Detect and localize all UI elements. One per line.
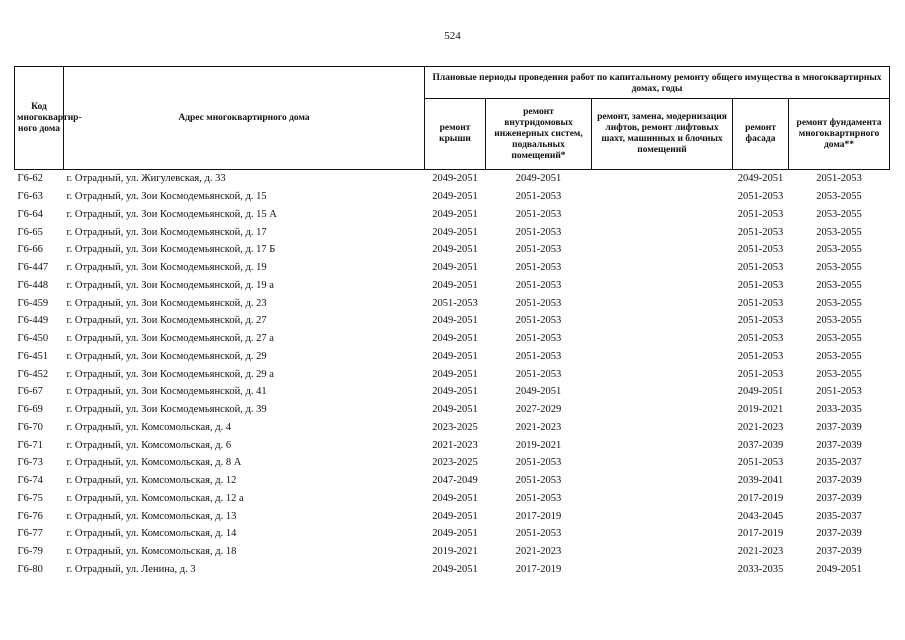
foundation-period: 2053-2055 bbox=[816, 368, 862, 380]
table-row bbox=[15, 241, 890, 259]
table-row bbox=[15, 259, 890, 277]
house-code: Г6-447 bbox=[17, 262, 49, 274]
facade-period: 2043-2045 bbox=[737, 510, 784, 522]
roof-period: 2049-2051 bbox=[432, 262, 478, 274]
foundation-period: 2037-2039 bbox=[816, 475, 862, 487]
house-address: г. Отрадный, ул. Комсомольская, д. 4 bbox=[66, 421, 232, 433]
systems-period: 2051-2053 bbox=[515, 297, 562, 309]
header-work-periods: Плановые периоды проведения работ по капитальному ремонту общего имущества в многоквартирных домах, годы bbox=[425, 67, 890, 99]
elevators-period bbox=[592, 383, 733, 401]
systems-period: 2019-2021 bbox=[515, 439, 562, 451]
house-code: Г6-451 bbox=[17, 350, 49, 362]
table-row bbox=[15, 490, 890, 508]
systems-period: 2051-2053 bbox=[515, 350, 562, 362]
house-address: г. Отрадный, ул. Комсомольская, д. 8 А bbox=[66, 457, 242, 469]
house-code: Г6-452 bbox=[17, 368, 49, 380]
house-code: Г6-76 bbox=[17, 510, 43, 522]
header-elevators: ремонт, замена, модернизация лифтов, ремонт лифтовых шахт, машинных и блочных помещений bbox=[592, 99, 733, 170]
facade-period: 2051-2053 bbox=[737, 315, 784, 327]
elevators-period bbox=[592, 223, 733, 241]
table-row bbox=[15, 330, 890, 348]
house-code: Г6-66 bbox=[17, 244, 43, 256]
table-row bbox=[15, 472, 890, 490]
house-address: г. Отрадный, ул. Комсомольская, д. 13 bbox=[66, 510, 237, 522]
facade-period: 2051-2053 bbox=[737, 350, 784, 362]
house-code: Г6-69 bbox=[17, 404, 43, 416]
house-code: Г6-74 bbox=[17, 475, 43, 487]
house-address: г. Отрадный, ул. Зои Космодемьянской, д. 19 bbox=[66, 262, 267, 274]
table-row bbox=[15, 454, 890, 472]
facade-period: 2051-2053 bbox=[737, 191, 784, 203]
roof-period: 2049-2051 bbox=[432, 315, 478, 327]
systems-period: 2051-2053 bbox=[515, 191, 562, 203]
elevators-period bbox=[592, 401, 733, 419]
roof-period: 2049-2051 bbox=[432, 350, 478, 362]
facade-period: 2017-2019 bbox=[737, 492, 784, 504]
systems-period: 2021-2023 bbox=[515, 546, 562, 558]
facade-period: 2051-2053 bbox=[737, 262, 784, 274]
facade-period: 2051-2053 bbox=[737, 297, 784, 309]
house-address: г. Отрадный, ул. Комсомольская, д. 6 bbox=[66, 439, 232, 451]
header-roof: ремонт крыши bbox=[425, 99, 486, 170]
facade-period: 2033-2035 bbox=[737, 563, 784, 575]
table-row bbox=[15, 507, 890, 525]
house-address: г. Отрадный, ул. Зои Космодемьянской, д. 29 а bbox=[66, 368, 274, 380]
foundation-period: 2051-2053 bbox=[816, 386, 862, 398]
elevators-period bbox=[592, 206, 733, 224]
house-address: г. Отрадный, ул. Зои Космодемьянской, д. 17 Б bbox=[66, 244, 276, 256]
table-row bbox=[15, 223, 890, 241]
roof-period: 2051-2053 bbox=[432, 297, 478, 309]
roof-period: 2023-2025 bbox=[432, 457, 478, 469]
house-code: Г6-459 bbox=[17, 297, 49, 309]
table-row bbox=[15, 383, 890, 401]
elevators-period bbox=[592, 454, 733, 472]
facade-period: 2017-2019 bbox=[737, 528, 784, 540]
elevators-period bbox=[592, 330, 733, 348]
elevators-period bbox=[592, 561, 733, 579]
roof-period: 2047-2049 bbox=[432, 475, 478, 487]
elevators-period bbox=[592, 507, 733, 525]
house-code: Г6-450 bbox=[17, 333, 49, 345]
foundation-period: 2051-2053 bbox=[789, 170, 890, 188]
house-address: г. Отрадный, ул. Зои Космодемьянской, д. 19 а bbox=[66, 279, 274, 291]
foundation-period: 2037-2039 bbox=[816, 528, 862, 540]
roof-period: 2049-2051 bbox=[432, 510, 478, 522]
header-facade: ремонт фасада bbox=[733, 99, 789, 170]
elevators-period bbox=[592, 188, 733, 206]
roof-period: 2049-2051 bbox=[425, 170, 486, 188]
elevators-period bbox=[592, 365, 733, 383]
foundation-period: 2053-2055 bbox=[816, 244, 862, 256]
foundation-period: 2035-2037 bbox=[816, 457, 862, 469]
house-address: г. Отрадный, ул. Зои Космодемьянской, д. 27 а bbox=[66, 333, 274, 345]
roof-period: 2049-2051 bbox=[432, 528, 478, 540]
systems-period: 2049-2051 bbox=[486, 170, 592, 188]
elevators-period bbox=[592, 241, 733, 259]
house-code: Г6-73 bbox=[17, 457, 43, 469]
systems-period: 2017-2019 bbox=[515, 510, 562, 522]
elevators-period bbox=[592, 294, 733, 312]
systems-period: 2051-2053 bbox=[515, 368, 562, 380]
foundation-period: 2053-2055 bbox=[816, 350, 862, 362]
facade-period: 2051-2053 bbox=[737, 279, 784, 291]
foundation-period: 2053-2055 bbox=[816, 297, 862, 309]
facade-period: 2049-2051 bbox=[733, 170, 789, 188]
systems-period: 2051-2053 bbox=[515, 262, 562, 274]
foundation-period: 2037-2039 bbox=[816, 492, 862, 504]
foundation-period: 2049-2051 bbox=[816, 563, 862, 575]
house-address: г. Отрадный, ул. Зои Космодемьянской, д. 39 bbox=[66, 404, 267, 416]
header-systems: ремонт внутридомовых инженерных систем, подвальных помещений* bbox=[486, 99, 592, 170]
house-code: Г6-71 bbox=[17, 439, 43, 451]
elevators-period bbox=[592, 490, 733, 508]
elevators-period bbox=[592, 170, 733, 188]
table-row bbox=[15, 401, 890, 419]
systems-period: 2021-2023 bbox=[515, 421, 562, 433]
foundation-period: 2035-2037 bbox=[816, 510, 862, 522]
systems-period: 2027-2029 bbox=[515, 404, 562, 416]
elevators-period bbox=[592, 348, 733, 366]
systems-period: 2051-2053 bbox=[515, 333, 562, 345]
table-row bbox=[15, 419, 890, 437]
table-row bbox=[15, 543, 890, 561]
table-row bbox=[15, 561, 890, 579]
house-address: г. Отрадный, ул. Зои Космодемьянской, д. 29 bbox=[66, 350, 267, 362]
facade-period: 2051-2053 bbox=[737, 244, 784, 256]
roof-period: 2049-2051 bbox=[432, 563, 478, 575]
foundation-period: 2053-2055 bbox=[816, 262, 862, 274]
facade-period: 2051-2053 bbox=[737, 208, 784, 220]
house-code: Г6-65 bbox=[17, 226, 43, 238]
house-code: Г6-77 bbox=[17, 528, 43, 540]
systems-period: 2051-2053 bbox=[515, 528, 562, 540]
facade-period: 2039-2041 bbox=[737, 475, 784, 487]
foundation-period: 2053-2055 bbox=[816, 191, 862, 203]
table-row bbox=[15, 365, 890, 383]
house-code: Г6-63 bbox=[17, 191, 43, 203]
house-code: Г6-79 bbox=[17, 546, 43, 558]
facade-period: 2051-2053 bbox=[737, 226, 784, 238]
elevators-period bbox=[592, 472, 733, 490]
house-code: Г6-449 bbox=[17, 315, 49, 327]
table-row bbox=[15, 277, 890, 295]
house-address: г. Отрадный, ул. Зои Космодемьянской, д. 15 А bbox=[66, 208, 277, 220]
elevators-period bbox=[592, 312, 733, 330]
house-address: г. Отрадный, ул. Жигулевская, д. 33 bbox=[64, 170, 425, 188]
facade-period: 2021-2023 bbox=[737, 546, 784, 558]
foundation-period: 2037-2039 bbox=[816, 546, 862, 558]
roof-period: 2049-2051 bbox=[432, 368, 478, 380]
foundation-period: 2053-2055 bbox=[816, 226, 862, 238]
house-code: Г6-448 bbox=[17, 279, 49, 291]
facade-period: 2051-2053 bbox=[737, 368, 784, 380]
facade-period: 2037-2039 bbox=[737, 439, 784, 451]
house-address: г. Отрадный, ул. Ленина, д. 3 bbox=[66, 563, 196, 575]
house-code: Г6-67 bbox=[17, 386, 43, 398]
roof-period: 2049-2051 bbox=[432, 386, 478, 398]
facade-period: 2049-2051 bbox=[737, 386, 784, 398]
foundation-period: 2053-2055 bbox=[816, 279, 862, 291]
elevators-period bbox=[592, 277, 733, 295]
house-address: г. Отрадный, ул. Комсомольская, д. 14 bbox=[66, 528, 237, 540]
header-foundation: ремонт фундамента многоквартирного дома** bbox=[789, 99, 890, 170]
header-code: Код многоквартир-ного дома bbox=[15, 67, 64, 170]
table-row bbox=[15, 312, 890, 330]
elevators-period bbox=[592, 259, 733, 277]
table-row bbox=[15, 206, 890, 224]
house-address: г. Отрадный, ул. Комсомольская, д. 12 а bbox=[66, 492, 244, 504]
table-row bbox=[15, 170, 890, 188]
foundation-period: 2053-2055 bbox=[816, 315, 862, 327]
systems-period: 2017-2019 bbox=[515, 563, 562, 575]
table-body bbox=[15, 170, 890, 579]
facade-period: 2051-2053 bbox=[737, 457, 784, 469]
repair-schedule-table bbox=[14, 66, 890, 578]
house-address: г. Отрадный, ул. Комсомольская, д. 18 bbox=[66, 546, 237, 558]
foundation-period: 2037-2039 bbox=[816, 439, 862, 451]
table-row bbox=[15, 436, 890, 454]
table-row bbox=[15, 348, 890, 366]
house-code: Г6-64 bbox=[17, 208, 43, 220]
systems-period: 2051-2053 bbox=[515, 208, 562, 220]
house-code: Г6-70 bbox=[17, 421, 43, 433]
facade-period: 2051-2053 bbox=[737, 333, 784, 345]
foundation-period: 2033-2035 bbox=[816, 404, 862, 416]
house-address: г. Отрадный, ул. Зои Космодемьянской, д. 15 bbox=[66, 191, 267, 203]
table-row bbox=[15, 525, 890, 543]
facade-period: 2019-2021 bbox=[737, 404, 784, 416]
foundation-period: 2037-2039 bbox=[816, 421, 862, 433]
page-number: 524 bbox=[444, 30, 461, 42]
systems-period: 2049-2051 bbox=[515, 386, 562, 398]
roof-period: 2021-2023 bbox=[432, 439, 478, 451]
systems-period: 2051-2053 bbox=[515, 475, 562, 487]
house-code: Г6-75 bbox=[17, 492, 43, 504]
systems-period: 2051-2053 bbox=[515, 457, 562, 469]
systems-period: 2051-2053 bbox=[515, 279, 562, 291]
roof-period: 2019-2021 bbox=[432, 546, 478, 558]
roof-period: 2049-2051 bbox=[432, 208, 478, 220]
house-address: г. Отрадный, ул. Комсомольская, д. 12 bbox=[66, 475, 237, 487]
roof-period: 2049-2051 bbox=[432, 492, 478, 504]
roof-period: 2023-2025 bbox=[432, 421, 478, 433]
header-address: Адрес многоквартирного дома bbox=[64, 67, 425, 170]
roof-period: 2049-2051 bbox=[432, 333, 478, 345]
foundation-period: 2053-2055 bbox=[816, 333, 862, 345]
roof-period: 2049-2051 bbox=[432, 279, 478, 291]
house-address: г. Отрадный, ул. Зои Космодемьянской, д. 17 bbox=[66, 226, 267, 238]
systems-period: 2051-2053 bbox=[515, 226, 562, 238]
elevators-period bbox=[592, 543, 733, 561]
roof-period: 2049-2051 bbox=[432, 244, 478, 256]
facade-period: 2021-2023 bbox=[737, 421, 784, 433]
elevators-period bbox=[592, 419, 733, 437]
systems-period: 2051-2053 bbox=[515, 315, 562, 327]
roof-period: 2049-2051 bbox=[432, 191, 478, 203]
systems-period: 2051-2053 bbox=[515, 492, 562, 504]
elevators-period bbox=[592, 525, 733, 543]
house-address: г. Отрадный, ул. Зои Космодемьянской, д. 27 bbox=[66, 315, 267, 327]
foundation-period: 2053-2055 bbox=[816, 208, 862, 220]
elevators-period bbox=[592, 436, 733, 454]
table-row bbox=[15, 294, 890, 312]
roof-period: 2049-2051 bbox=[432, 404, 478, 416]
house-address: г. Отрадный, ул. Зои Космодемьянской, д. 41 bbox=[66, 386, 267, 398]
house-code: Г6-62 bbox=[15, 170, 64, 188]
house-address: г. Отрадный, ул. Зои Космодемьянской, д. 23 bbox=[66, 297, 267, 309]
systems-period: 2051-2053 bbox=[515, 244, 562, 256]
house-code: Г6-80 bbox=[17, 563, 43, 575]
roof-period: 2049-2051 bbox=[432, 226, 478, 238]
table-row bbox=[15, 188, 890, 206]
